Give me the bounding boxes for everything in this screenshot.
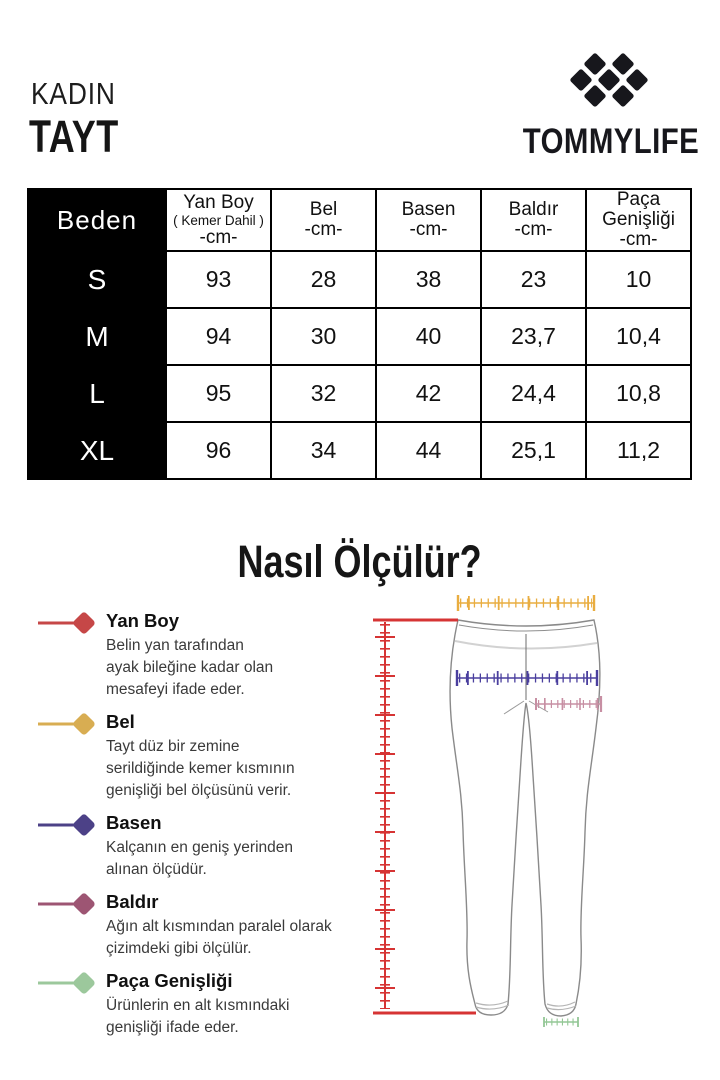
legend-desc-line: genişliği bel ölçüsünü verir. bbox=[106, 782, 292, 799]
cell-value: 23,7 bbox=[481, 308, 586, 365]
cell-value: 34 bbox=[271, 422, 376, 479]
column-title: Paça Genişliği bbox=[602, 189, 675, 230]
size-label: S bbox=[28, 251, 166, 308]
product-label: TAYT bbox=[29, 111, 119, 162]
cell-value: 10,4 bbox=[586, 308, 691, 365]
table-row-l bbox=[28, 365, 691, 422]
size-table-header-row bbox=[28, 189, 691, 251]
bel-ruler bbox=[458, 595, 594, 611]
cell-value: 24,4 bbox=[481, 365, 586, 422]
legend-text bbox=[106, 711, 295, 802]
cell-value: 94 bbox=[166, 308, 271, 365]
legend-desc-line: Kalçanın en geniş yerinden bbox=[106, 839, 293, 856]
size-label: XL bbox=[28, 422, 166, 479]
cell-value: 10 bbox=[586, 251, 691, 308]
legend-item-bel bbox=[36, 711, 356, 802]
legend-item-paca-genisligi bbox=[36, 970, 356, 1039]
cell-value: 28 bbox=[271, 251, 376, 308]
legend-desc-line: Tayt düz bir zemine bbox=[106, 738, 240, 755]
paca-genisligi-ruler bbox=[544, 1017, 578, 1027]
legend-label: Basen bbox=[106, 812, 162, 833]
paca-genisligi-diamond-icon bbox=[36, 968, 100, 998]
legend-desc-line: serildiğinde kemer kısmının bbox=[106, 760, 295, 777]
leggings-diagram bbox=[360, 580, 720, 1080]
size-table-corner: Beden bbox=[28, 189, 166, 251]
legend-text bbox=[106, 812, 293, 881]
legend-item-yan-boy bbox=[36, 610, 356, 701]
legend-desc-line: Ürünlerin en alt kısmındaki bbox=[106, 997, 290, 1014]
cell-value: 38 bbox=[376, 251, 481, 308]
cell-value: 25,1 bbox=[481, 422, 586, 479]
brand-logo bbox=[513, 42, 708, 162]
column-title: Baldır bbox=[508, 199, 559, 220]
column-unit: -cm- bbox=[619, 229, 658, 250]
legend-item-basen bbox=[36, 812, 356, 881]
column-title: Basen bbox=[401, 199, 456, 220]
table-row-m bbox=[28, 308, 691, 365]
legend-item-baldir bbox=[36, 891, 356, 960]
legend-desc-line: Belin yan tarafından bbox=[106, 637, 244, 654]
diamonds-logo-icon bbox=[569, 42, 653, 122]
legend-desc-line: genişliği ifade eder. bbox=[106, 1019, 239, 1036]
size-label: L bbox=[28, 365, 166, 422]
column-header-basen bbox=[376, 189, 481, 251]
legend-desc-line: Ağın alt kısmından paralel olarak bbox=[106, 918, 332, 935]
column-unit: -cm- bbox=[304, 219, 343, 240]
cell-value: 30 bbox=[271, 308, 376, 365]
cell-value: 95 bbox=[166, 365, 271, 422]
column-title: Bel bbox=[309, 199, 338, 220]
measurement-legend bbox=[36, 610, 356, 1049]
cell-value: 44 bbox=[376, 422, 481, 479]
baldir-diamond-icon bbox=[36, 889, 100, 919]
category-label: KADIN bbox=[31, 76, 116, 111]
legend-label: Yan Boy bbox=[106, 610, 179, 631]
column-header-bel bbox=[271, 189, 376, 251]
column-unit: -cm- bbox=[409, 219, 448, 240]
basen-diamond-icon bbox=[36, 810, 100, 840]
legend-desc-line: alınan ölçüdür. bbox=[106, 861, 207, 878]
column-header-paca-genisligi bbox=[586, 189, 691, 251]
cell-value: 93 bbox=[166, 251, 271, 308]
column-header-baldir bbox=[481, 189, 586, 251]
cell-value: 42 bbox=[376, 365, 481, 422]
cell-value: 10,8 bbox=[586, 365, 691, 422]
legend-label: Bel bbox=[106, 711, 135, 732]
bel-diamond-icon bbox=[36, 709, 100, 739]
table-row-s bbox=[28, 251, 691, 308]
legend-text bbox=[106, 610, 273, 701]
cell-value: 11,2 bbox=[586, 422, 691, 479]
column-subtitle: ( Kemer Dahil ) bbox=[173, 212, 264, 228]
legend-desc-line: ayak bileğine kadar olan bbox=[106, 659, 274, 676]
size-label: M bbox=[28, 308, 166, 365]
legend-desc-line: mesafeyi ifade eder. bbox=[106, 681, 245, 698]
cell-value: 32 bbox=[271, 365, 376, 422]
legend-label: Paça Genişliği bbox=[106, 970, 233, 991]
legend-text bbox=[106, 891, 332, 960]
brand-name: TOMMYLIFE bbox=[522, 122, 699, 161]
cell-value: 96 bbox=[166, 422, 271, 479]
column-header-yan-boy bbox=[166, 189, 271, 251]
column-unit: -cm- bbox=[199, 226, 238, 248]
cell-value: 23 bbox=[481, 251, 586, 308]
legend-text bbox=[106, 970, 290, 1039]
legend-desc-line: çizimdeki gibi ölçülür. bbox=[106, 940, 252, 957]
column-unit: -cm- bbox=[514, 219, 553, 240]
legend-label: Baldır bbox=[106, 891, 159, 912]
cell-value: 40 bbox=[376, 308, 481, 365]
column-title: Yan Boy bbox=[183, 191, 254, 213]
how-to-measure-title: Nasıl Ölçülür? bbox=[237, 536, 483, 587]
size-table bbox=[27, 188, 692, 480]
yan-boy-diamond-icon bbox=[36, 608, 100, 638]
table-row-xl bbox=[28, 422, 691, 479]
